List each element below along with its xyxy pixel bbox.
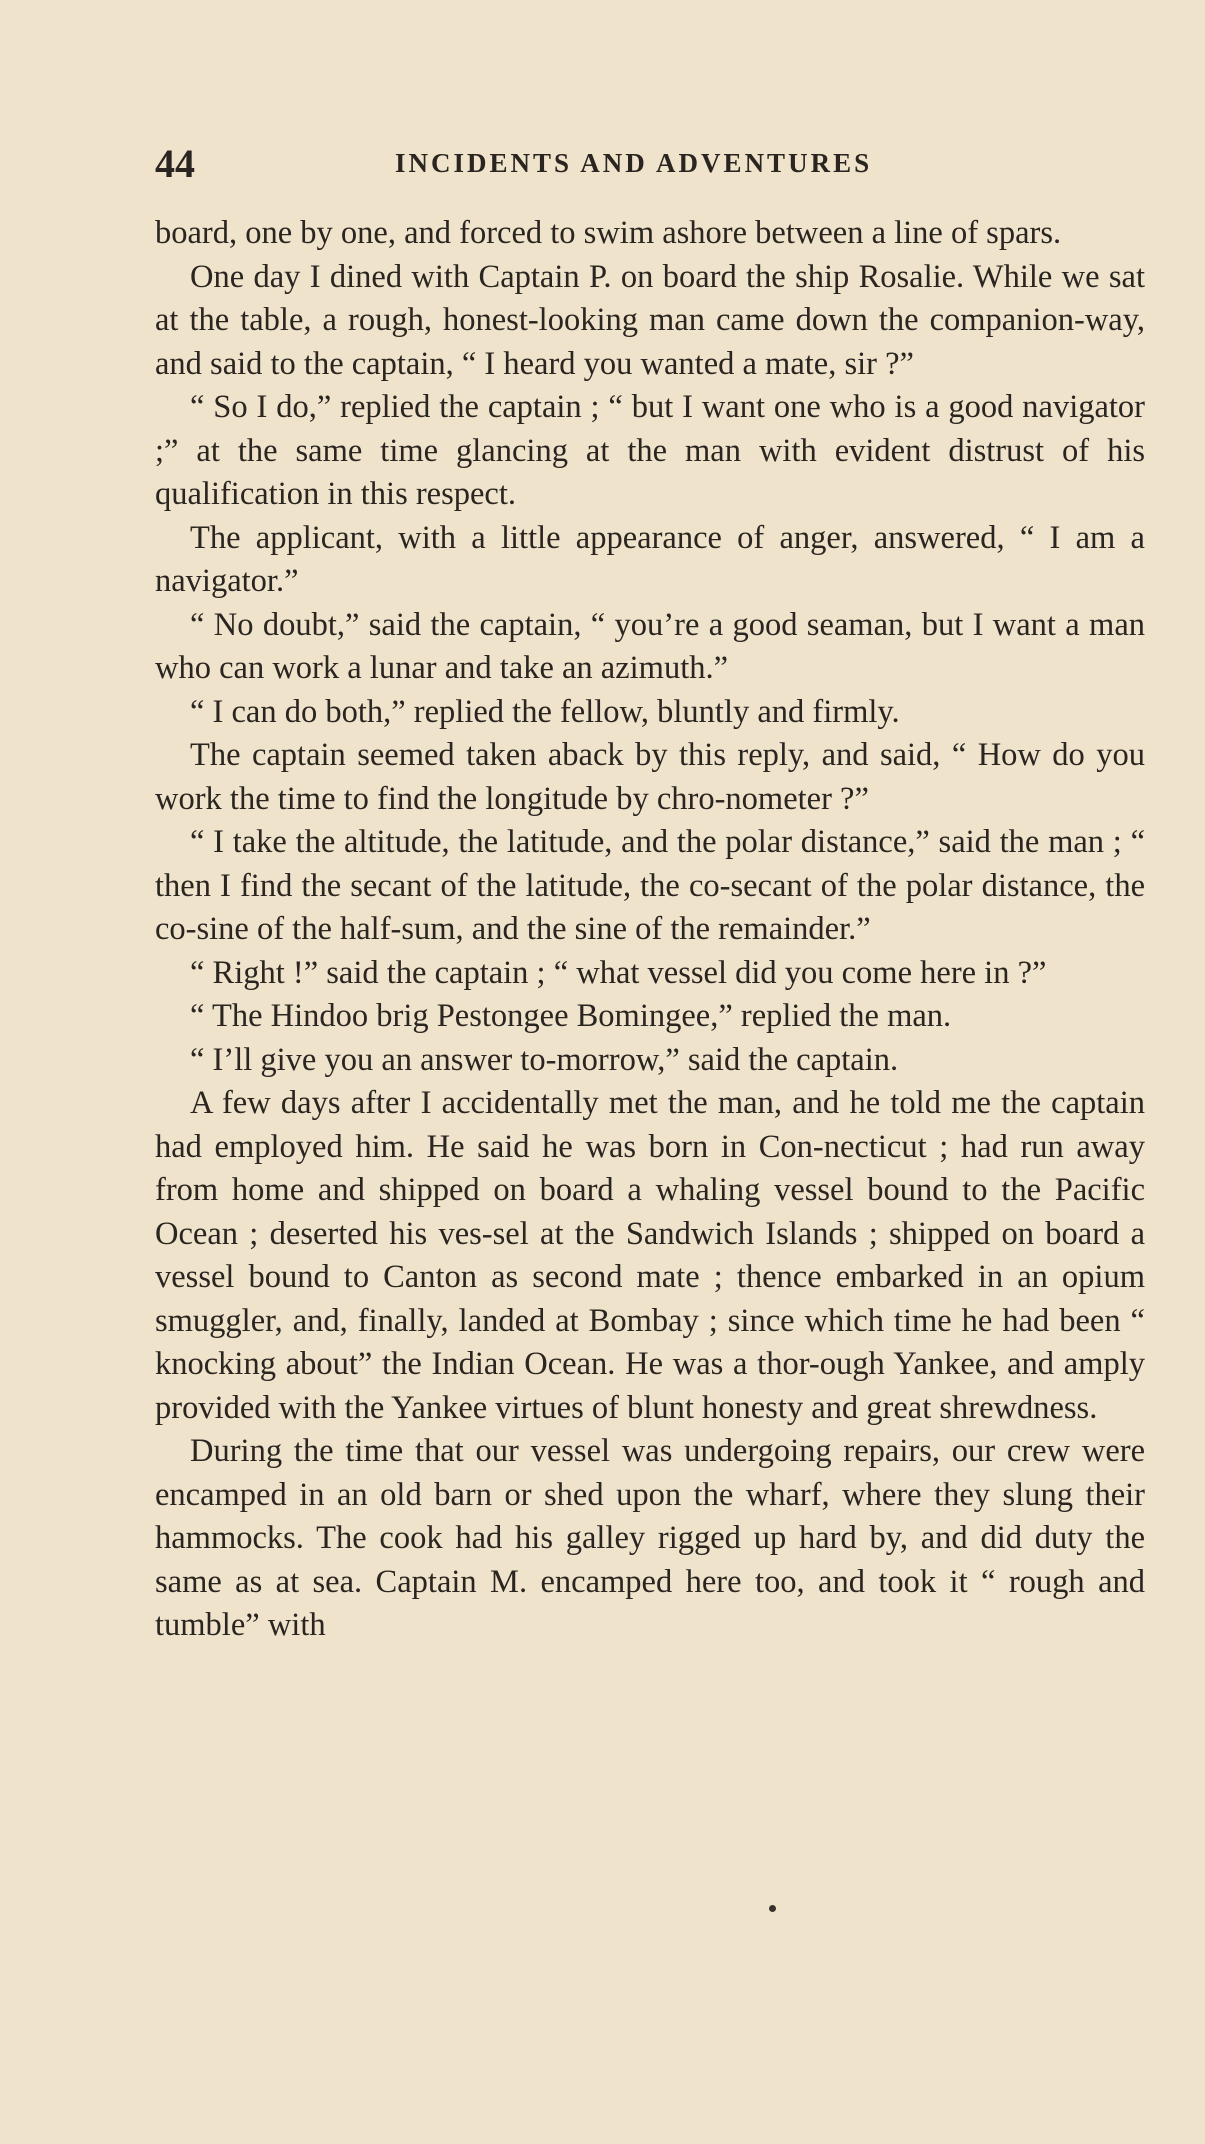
paragraph: A few days after I accidentally met the man, and he told me the captain had employed him. He said he was born in Con-necticut ; had run away from home and shipped on board a whaling vessel bound to the Pacific Ocean ; deserted his ves-sel at the Sandwich Islands ; shipped on board a vessel bound to Canton as second mate ; thence embarked in an opium smuggler, and, finally, landed at Bombay ; since which time he had been “ knocking about” the Indian Ocean. He was a thor-ough Yankee, and amply provided with the Yankee virtues of blunt honesty and great shrewdness. xyxy=(155,1085,1145,1426)
paragraph: During the time that our vessel was undergoing repairs, our crew were encamped in an old barn or shed upon the wharf, where they slung their hammocks. The cook had his galley rigged up hard by, and did duty the same as at sea. Captain M. encamped here too, and took it “ rough and tumble” with xyxy=(155,1433,1145,1643)
page-header xyxy=(155,140,1145,190)
paragraph: “ So I do,” replied the captain ; “ but I want one who is a good navigator ;” at the same time glancing at the man with evident distrust of his qualification in this respect. xyxy=(155,389,1145,512)
body-text xyxy=(155,212,1145,1648)
page-number: 44 xyxy=(155,141,195,186)
running-head: INCIDENTS AND ADVENTURES xyxy=(395,148,873,178)
paragraph: One day I dined with Captain P. on board the ship Rosalie. While we sat at the table, a rough, honest-looking man came down the companion-way, and said to the captain, “ I heard you wanted a mate, sir ?” xyxy=(155,258,1145,382)
printer-mark xyxy=(769,1905,776,1912)
paragraph: “ I can do both,” replied the fellow, bluntly and firmly. xyxy=(190,693,900,730)
paragraph: The applicant, with a little appearance of anger, answered, “ I am a navigator.” xyxy=(155,519,1145,599)
paragraph: The captain seemed taken aback by this reply, and said, “ How do you work the time to find the longitude by chro-nometer ?” xyxy=(155,737,1145,817)
paragraph: board, one by one, and forced to swim ashore between a line of spars. xyxy=(155,215,1062,251)
paragraph: “ Right !” said the captain ; “ what vessel did you come here in ?” xyxy=(190,954,1047,991)
paragraph: “ No doubt,” said the captain, “ you’re a good seaman, but I want a man who can work a lunar and take an azimuth.” xyxy=(155,606,1145,686)
paragraph: “ I take the altitude, the latitude, and the polar distance,” said the man ; “ then I find the secant of the latitude, the co-secant of the polar distance, the co-sine of the half-sum, and the sine of the remainder.” xyxy=(155,824,1145,947)
paragraph: “ I’ll give you an answer to-morrow,” said the captain. xyxy=(190,1041,899,1078)
paragraph: “ The Hindoo brig Pestongee Bomingee,” replied the man. xyxy=(190,998,952,1034)
